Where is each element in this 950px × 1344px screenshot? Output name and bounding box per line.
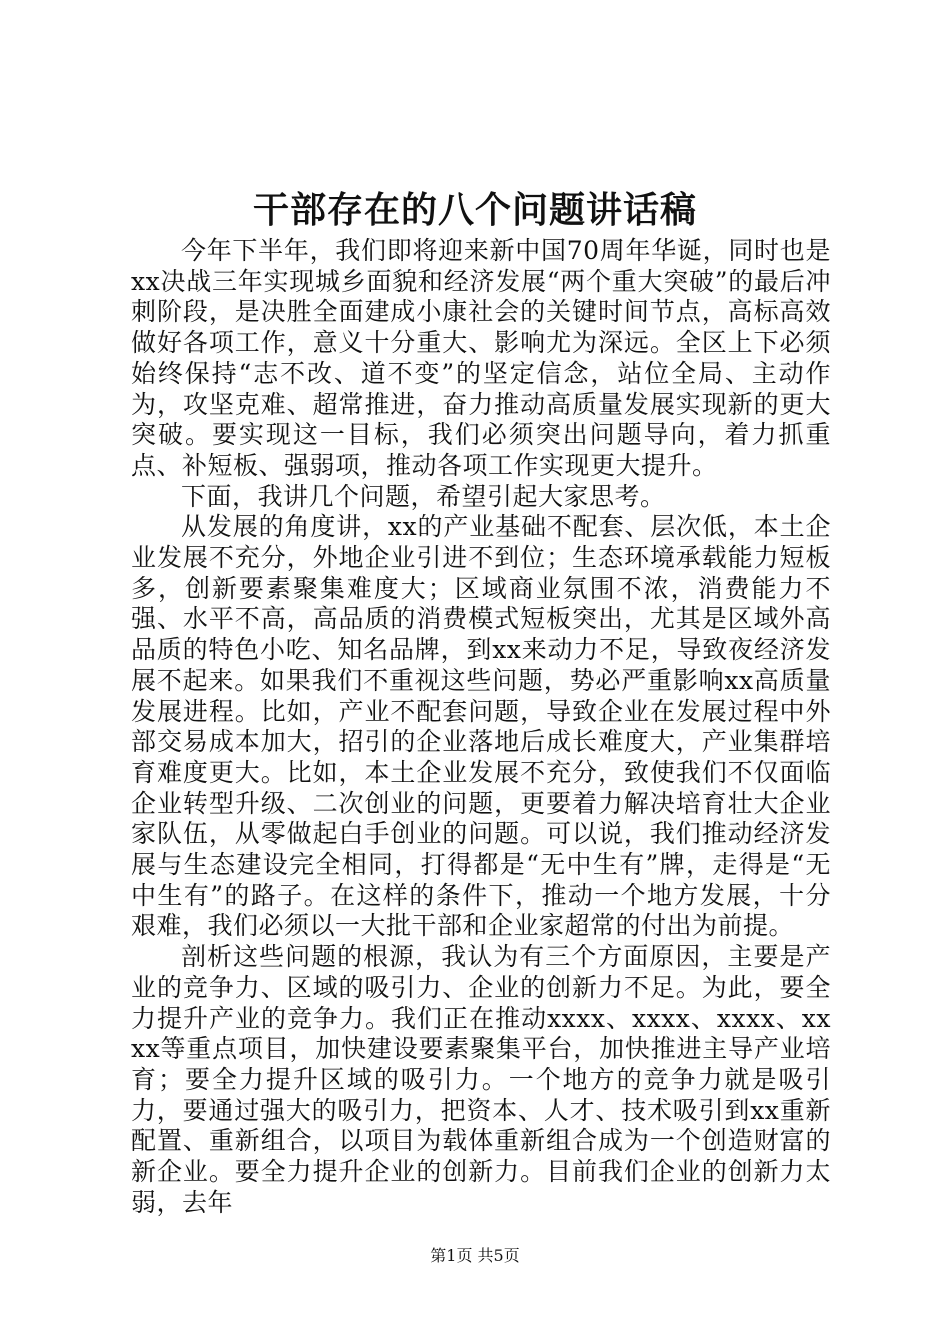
paragraph-transition: 下面，我讲几个问题，希望引起大家思考。 [181, 481, 666, 511]
document-body [131, 236, 831, 1219]
paragraph-root-causes: 剖析这些问题的根源，我认为有三个方面原因，主要是产业的竞争力、区域的吸引力、企业的创新力不足。为此，要全力提升产业的竞争力。我们正在推动xxxx、xxxx、xxxx、xxxx等重点项目，加快建设要素聚集平台，加快推进主导产业培育；要全力提升区域的吸引力。一个地方的竞争力就是吸引力，要通过强大的吸引力，把资本、人才、技术吸引到xx重新配置、重新组合，以项目为载体重新组合成为一个创造财富的新企业。要全力提升企业的创新力。目前我们企业的创新力太弱，去年 [131, 942, 831, 1217]
paragraph-intro: 今年下半年，我们即将迎来新中国70周年华诞，同时也是xx决战三年实现城乡面貌和经济发展“两个重大突破”的最后冲刺阶段，是决胜全面建成小康社会的关键时间节点，高标高效做好各项工作，意义十分重大、影响尤为深远。全区上下必须始终保持“志不改、道不变”的坚定信念，站位全局、主动作为，攻坚克难、超常推进，奋力推动高质量发展实现新的更大突破。要实现这一目标，我们必须突出问题导向，着力抓重点、补短板、强弱项，推动各项工作实现更大提升。 [131, 236, 831, 480]
page-number-footer: 第1页 共5页 [430, 1246, 520, 1265]
paragraph-development: 从发展的角度讲，xx的产业基础不配套、层次低，本土企业发展不充分，外地企业引进不到位；生态环境承载能力短板多，创新要素聚集难度大；区域商业氛围不浓，消费能力不强、水平不高，高品质的消费模式短板突出，尤其是区域外高品质的特色小吃、知名品牌，到xx来动力不足，导致夜经济发展不起来。如果我们不重视这些问题，势必严重影响xx高质量发展进程。比如，产业不配套问题，导致企业在发展过程中外部交易成本加大，招引的企业落地后成长难度大，产业集群培育难度更大。比如，本土企业发展不充分，致使我们不仅面临企业转型升级、二次创业的问题，更要着力解决培育壮大企业家队伍，从零做起白手创业的问题。可以说，我们推动经济发展与生态建设完全相同，打得都是“无中生有”牌，走得是“无中生有”的路子。在这样的条件下，推动一个地方发展，十分艰难，我们必须以一大批干部和企业家超常的付出为前提。 [131, 512, 831, 941]
document-title: 干部存在的八个问题讲话稿 [252, 189, 697, 231]
